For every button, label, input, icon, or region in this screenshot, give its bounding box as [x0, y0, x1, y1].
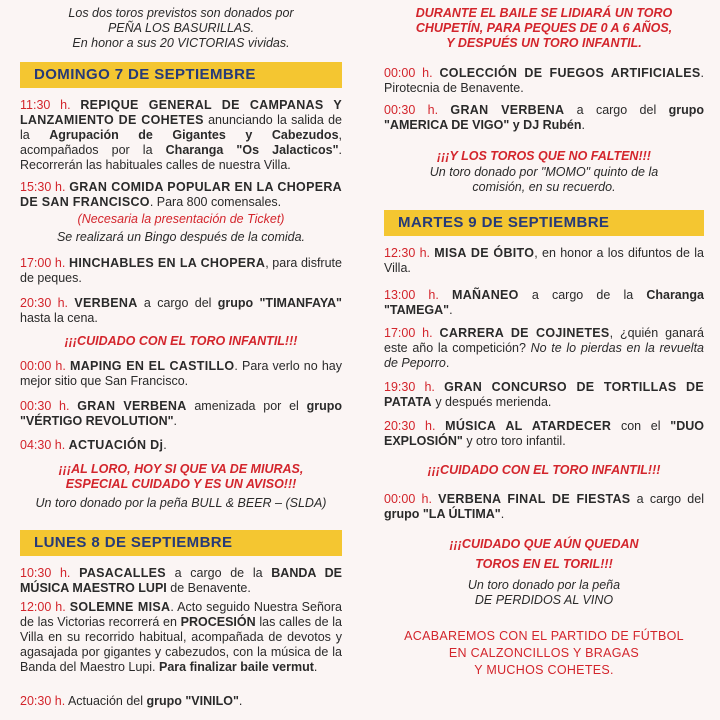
donor-perdidos-line-1: Un toro donado por la peña	[467, 578, 621, 592]
donor-momo	[384, 165, 704, 195]
donor-perdidos-line-2: DE PERDIDOS AL VINO	[474, 593, 614, 607]
event-domingo-1530: 15:30 h. GRAN COMIDA POPULAR EN LA CHOPERA DE SAN FRANCISCO. Para 800 comensales.	[20, 180, 342, 209]
event-domingo-0430: 04:30 h. ACTUACIÓN Dj.	[20, 438, 167, 452]
event-domingo-1700: 17:00 h. HINCHABLES EN LA CHOPERA, para disfrute de peques.	[20, 256, 342, 285]
event-lunes-2030: 20:30 h. Actuación del grupo "VINILO".	[20, 694, 243, 708]
alert-chupetin-line-1: DURANTE EL BAILE SE LIDIARÁ UN TORO	[415, 6, 673, 20]
donor-perdidos-al-vino	[384, 578, 704, 608]
event-martes-0000: 00:00 h. VERBENA FINAL DE FIESTAS a cargo del grupo "LA ÚLTIMA".	[384, 492, 704, 521]
donor-bull-beer: Un toro donado por la peña BULL & BEER – (SLDA)	[35, 496, 327, 510]
alert-toros-no-falten: ¡¡¡Y LOS TOROS QUE NO FALTEN!!!	[437, 149, 651, 163]
alert-quedan-line-2: TOROS EN EL TORIL!!!	[475, 557, 613, 571]
final-football-note	[384, 628, 704, 679]
event-martes-1230: 12:30 h. MISA DE ÓBITO, en honor a los difuntos de la Villa.	[384, 246, 704, 275]
donor-momo-line-2: comisión, en su recuerdo.	[472, 180, 616, 194]
alert-toro-infantil-martes: ¡¡¡CUIDADO CON EL TORO INFANTIL!!!	[427, 463, 661, 477]
event-domingo-1130: 11:30 h. REPIQUE GENERAL DE CAMPANAS Y LANZAMIENTO DE COHETES anunciando la salida de la Agrupación de Gigantes y Cabezudos, acompañados por la Charanga "Os Jalacticos". Recorrerán las habituales calles de nuestra Villa.	[20, 98, 343, 172]
lunes-banner: LUNES 8 DE SEPTIEMBRE	[20, 530, 342, 556]
alert-quedan-line-1: ¡¡¡CUIDADO QUE AÚN QUEDAN	[449, 537, 639, 551]
event-martes-1300: 13:00 h. MAÑANEO a cargo de la Charanga "TAMEGA".	[384, 288, 704, 317]
event-martes-1700: 17:00 h. CARRERA DE COJINETES, ¿quién ganará este año la competición? No te lo pierdas en la revuelta de Peporro.	[384, 326, 704, 370]
intro-text	[20, 6, 342, 51]
alert-miuras-line-2: ESPECIAL CUIDADO Y ES UN AVISO!!!	[65, 477, 297, 491]
intro-line-2: PEÑA LOS BASURILLAS.	[107, 21, 255, 35]
domingo-banner: DOMINGO 7 DE SEPTIEMBRE	[20, 62, 342, 88]
alert-chupetin-line-3: Y DESPUÉS UN TORO INFANTIL.	[446, 36, 642, 50]
event-lunes-fuegos: 00:00 h. COLECCIÓN DE FUEGOS ARTIFICIALES. Pirotecnia de Benavente.	[384, 66, 704, 95]
final-line-3: Y MUCHOS COHETES.	[474, 663, 614, 677]
event-lunes-1200: 12:00 h. SOLEMNE MISA. Acto seguido Nuestra Señora de las Victorias recorrerá en PROCESIÓN las calles de la Villa en su recorrido habitual, acompañada de devotos y agasajada por gigantes y cabezudos, con la música de la Banda del Maestro Lupi. Para finalizar baile vermut.	[20, 600, 342, 674]
event-lunes-1030: 10:30 h. PASACALLES a cargo de la BANDA DE MÚSICA MAESTRO LUPI de Benavente.	[20, 566, 342, 595]
event-domingo-2030: 20:30 h. VERBENA a cargo del grupo "TIMANFAYA" hasta la cena.	[20, 296, 342, 325]
bingo-note: Se realizará un Bingo después de la comida.	[56, 230, 306, 244]
martes-banner: MARTES 9 DE SEPTIEMBRE	[384, 210, 704, 236]
alert-miuras-line-1: ¡¡¡AL LORO, HOY SI QUE VA DE MIURAS,	[58, 462, 304, 476]
final-line-1: ACABAREMOS CON EL PARTIDO DE FÚTBOL	[404, 629, 684, 643]
alert-miuras	[20, 462, 342, 492]
donor-momo-line-1: Un toro donado por "MOMO" quinto de la	[429, 165, 659, 179]
event-domingo-0000: 00:00 h. MAPING EN EL CASTILLO. Para verlo no hay mejor sitio que San Francisco.	[20, 359, 342, 388]
event-lunes-verbena: 00:30 h. GRAN VERBENA a cargo del grupo "AMERICA DE VIGO" y DJ Rubén.	[384, 103, 705, 132]
intro-line-1: Los dos toros previstos son donados por	[68, 6, 294, 20]
alert-chupetin-line-2: CHUPETÍN, PARA PEQUES DE 0 A 6 AÑOS,	[415, 21, 673, 35]
event-martes-2030: 20:30 h. MÚSICA AL ATARDECER con el "DUO EXPLOSIÓN" y otro toro infantil.	[384, 419, 704, 448]
alert-aun-quedan	[384, 534, 704, 574]
event-domingo-0030: 00:30 h. GRAN VERBENA amenizada por el grupo "VÉRTIGO REVOLUTION".	[20, 399, 343, 428]
event-martes-1930: 19:30 h. GRAN CONCURSO DE TORTILLAS DE PATATA y después merienda.	[384, 380, 704, 409]
alert-toro-chupetin	[384, 6, 704, 51]
alert-toro-infantil-domingo: ¡¡¡CUIDADO CON EL TORO INFANTIL!!!	[64, 334, 298, 348]
intro-line-3: En honor a sus 20 VICTORIAS vividas.	[72, 36, 290, 50]
ticket-note: (Necesaria la presentación de Ticket)	[77, 212, 285, 226]
final-line-2: EN CALZONCILLOS Y BRAGAS	[448, 646, 640, 660]
